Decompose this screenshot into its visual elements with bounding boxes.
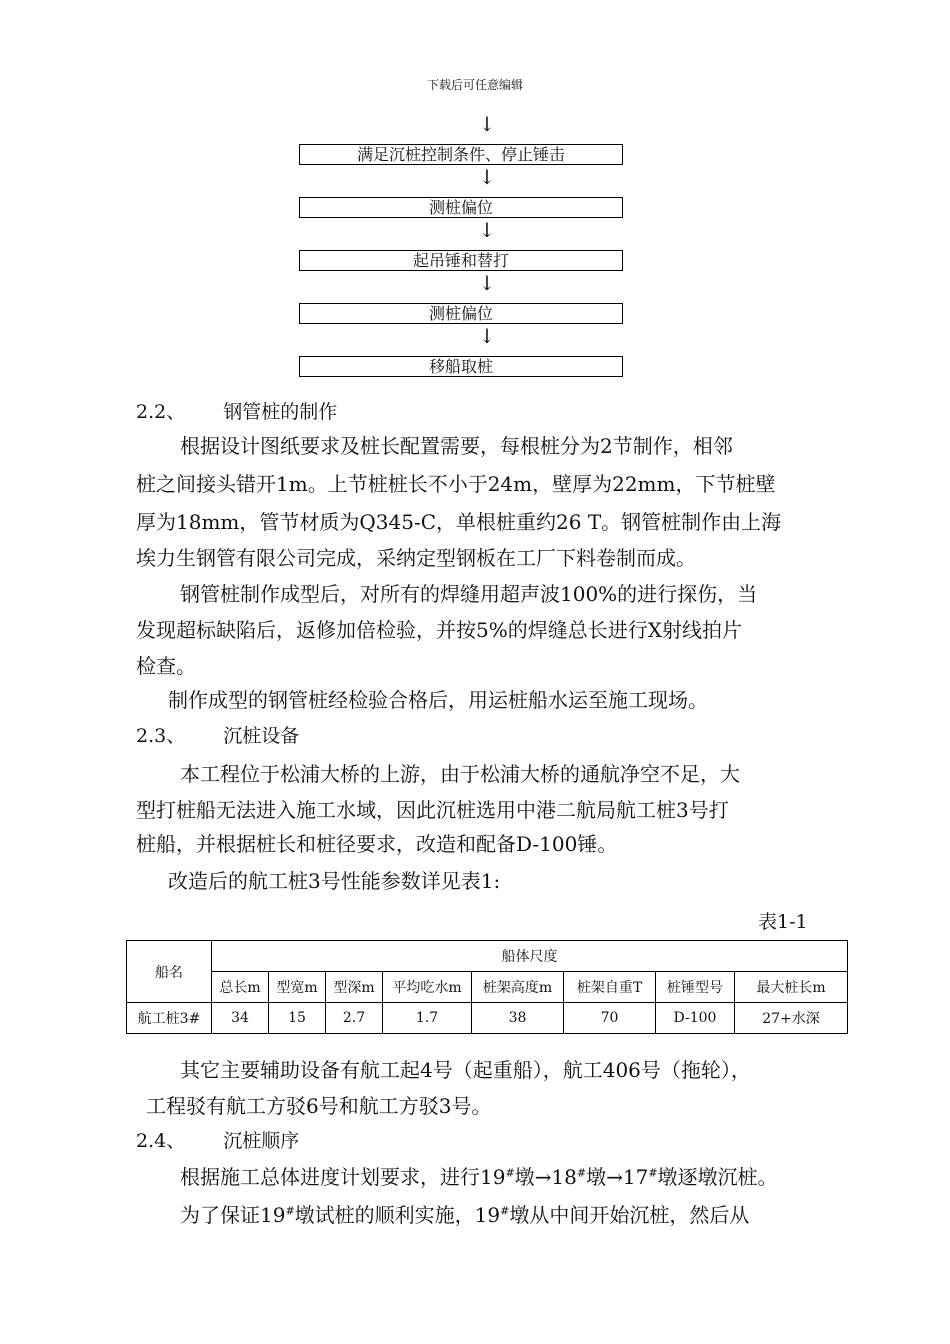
superscript-mark: # bbox=[648, 1166, 658, 1180]
section-title: 沉桩设备 bbox=[223, 725, 300, 747]
paragraph-line: 桩之间接头错开1m。上节桩桩长不小于24m，壁厚为22mm，下节桩壁 bbox=[136, 472, 776, 496]
paragraph-line: 工程驳有航工方驳6号和航工方驳3号。 bbox=[146, 1094, 492, 1118]
flow-step-5: 移船取桩 bbox=[299, 356, 623, 377]
paragraph-line: 制作成型的钢管桩经检验合格后，用运桩船水运至施工现场。 bbox=[168, 688, 708, 712]
paragraph-line bbox=[180, 1203, 749, 1227]
table-header-cell: 平均吃水m bbox=[383, 972, 472, 1003]
table-cell: D-100 bbox=[656, 1003, 735, 1034]
flow-arrow: ↓ bbox=[478, 271, 496, 295]
superscript-mark: # bbox=[505, 1166, 515, 1180]
paragraph-line: 厚为18mm，管节材质为Q345-C，单根桩重约26 T。钢管桩制作由上海 bbox=[136, 510, 782, 534]
paragraph-line: 桩船，并根据桩长和桩径要求，改造和配备D-100锤。 bbox=[136, 832, 618, 856]
table-header-cell: 船名 bbox=[127, 941, 212, 1003]
flow-arrow: ↓ bbox=[478, 112, 496, 136]
text-run: 墩从中间开始沉桩，然后从 bbox=[509, 1203, 750, 1227]
text-run: 墩→17 bbox=[586, 1165, 649, 1189]
table-cell: 70 bbox=[564, 1003, 656, 1034]
table-number: 表1-1 bbox=[758, 911, 808, 933]
table-row bbox=[127, 1003, 848, 1034]
table-group-header: 船体尺度 bbox=[212, 941, 848, 972]
page-header: 下载后可任意编辑 bbox=[426, 78, 523, 92]
section-title: 钢管桩的制作 bbox=[223, 401, 338, 423]
table-header-cell: 桩架自重T bbox=[564, 972, 656, 1003]
text-run: 为了保证19 bbox=[180, 1203, 286, 1227]
flow-step-3: 起吊锤和替打 bbox=[299, 250, 623, 271]
table-cell: 34 bbox=[212, 1003, 269, 1034]
section-2-2-heading bbox=[136, 400, 337, 424]
table-header-cell: 最大桩长m bbox=[735, 972, 848, 1003]
section-number: 2.2、 bbox=[136, 401, 186, 423]
section-title: 沉桩顺序 bbox=[223, 1130, 300, 1152]
table-header-cell: 型宽m bbox=[269, 972, 326, 1003]
vessel-spec-table bbox=[126, 940, 848, 1034]
flow-arrow: ↓ bbox=[478, 218, 496, 242]
table-header-cell: 型深m bbox=[326, 972, 383, 1003]
paragraph-line: 本工程位于松浦大桥的上游，由于松浦大桥的通航净空不足，大 bbox=[180, 762, 740, 786]
flow-arrow: ↓ bbox=[478, 324, 496, 348]
paragraph-line: 根据设计图纸要求及桩长配置需要，每根桩分为2节制作，相邻 bbox=[180, 434, 733, 458]
flow-arrow: ↓ bbox=[478, 165, 496, 189]
table-cell: 2.7 bbox=[326, 1003, 383, 1034]
paragraph-line bbox=[180, 1165, 778, 1189]
text-run: 墩试桩的顺利实施，19 bbox=[294, 1203, 501, 1227]
paragraph-line: 改造后的航工桩3号性能参数详见表1: bbox=[168, 869, 501, 893]
table-header-cell: 桩架高度m bbox=[472, 972, 564, 1003]
table-cell: 27+水深 bbox=[735, 1003, 848, 1034]
superscript-mark: # bbox=[500, 1204, 510, 1218]
section-number: 2.3、 bbox=[136, 725, 186, 747]
superscript-mark: # bbox=[285, 1204, 295, 1218]
text-run: 墩逐墩沉桩。 bbox=[657, 1165, 778, 1189]
flow-step-2: 测桩偏位 bbox=[299, 197, 623, 218]
paragraph-line: 其它主要辅助设备有航工起4号（起重船），航工406号（拖轮）， bbox=[180, 1058, 751, 1082]
table-cell: 15 bbox=[269, 1003, 326, 1034]
paragraph-line: 发现超标缺陷后，返修加倍检验，并按5%的焊缝总长进行X射线拍片 bbox=[136, 618, 742, 642]
table-cell: 1.7 bbox=[383, 1003, 472, 1034]
text-run: 墩→18 bbox=[514, 1165, 577, 1189]
table-cell: 航工桩3# bbox=[127, 1003, 212, 1034]
section-2-4-heading bbox=[136, 1129, 299, 1153]
flow-step-1: 满足沉桩控制条件、停止锤击 bbox=[299, 144, 623, 165]
table-header-cell: 桩锤型号 bbox=[656, 972, 735, 1003]
paragraph-line: 型打桩船无法进入施工水域，因此沉桩选用中港二航局航工桩3号打 bbox=[136, 798, 729, 822]
section-2-3-heading bbox=[136, 724, 299, 748]
paragraph-line: 钢管桩制作成型后，对所有的焊缝用超声波100%的进行探伤，当 bbox=[180, 582, 758, 606]
table-cell: 38 bbox=[472, 1003, 564, 1034]
section-number: 2.4、 bbox=[136, 1130, 186, 1152]
paragraph-line: 检查。 bbox=[136, 654, 196, 678]
text-run: 根据施工总体进度计划要求，进行19 bbox=[180, 1165, 506, 1189]
paragraph-line: 埃力生钢管有限公司完成，采纳定型钢板在工厂下料卷制而成。 bbox=[136, 546, 696, 570]
table-header-cell: 总长m bbox=[212, 972, 269, 1003]
flow-step-4: 测桩偏位 bbox=[299, 303, 623, 324]
superscript-mark: # bbox=[576, 1166, 587, 1180]
